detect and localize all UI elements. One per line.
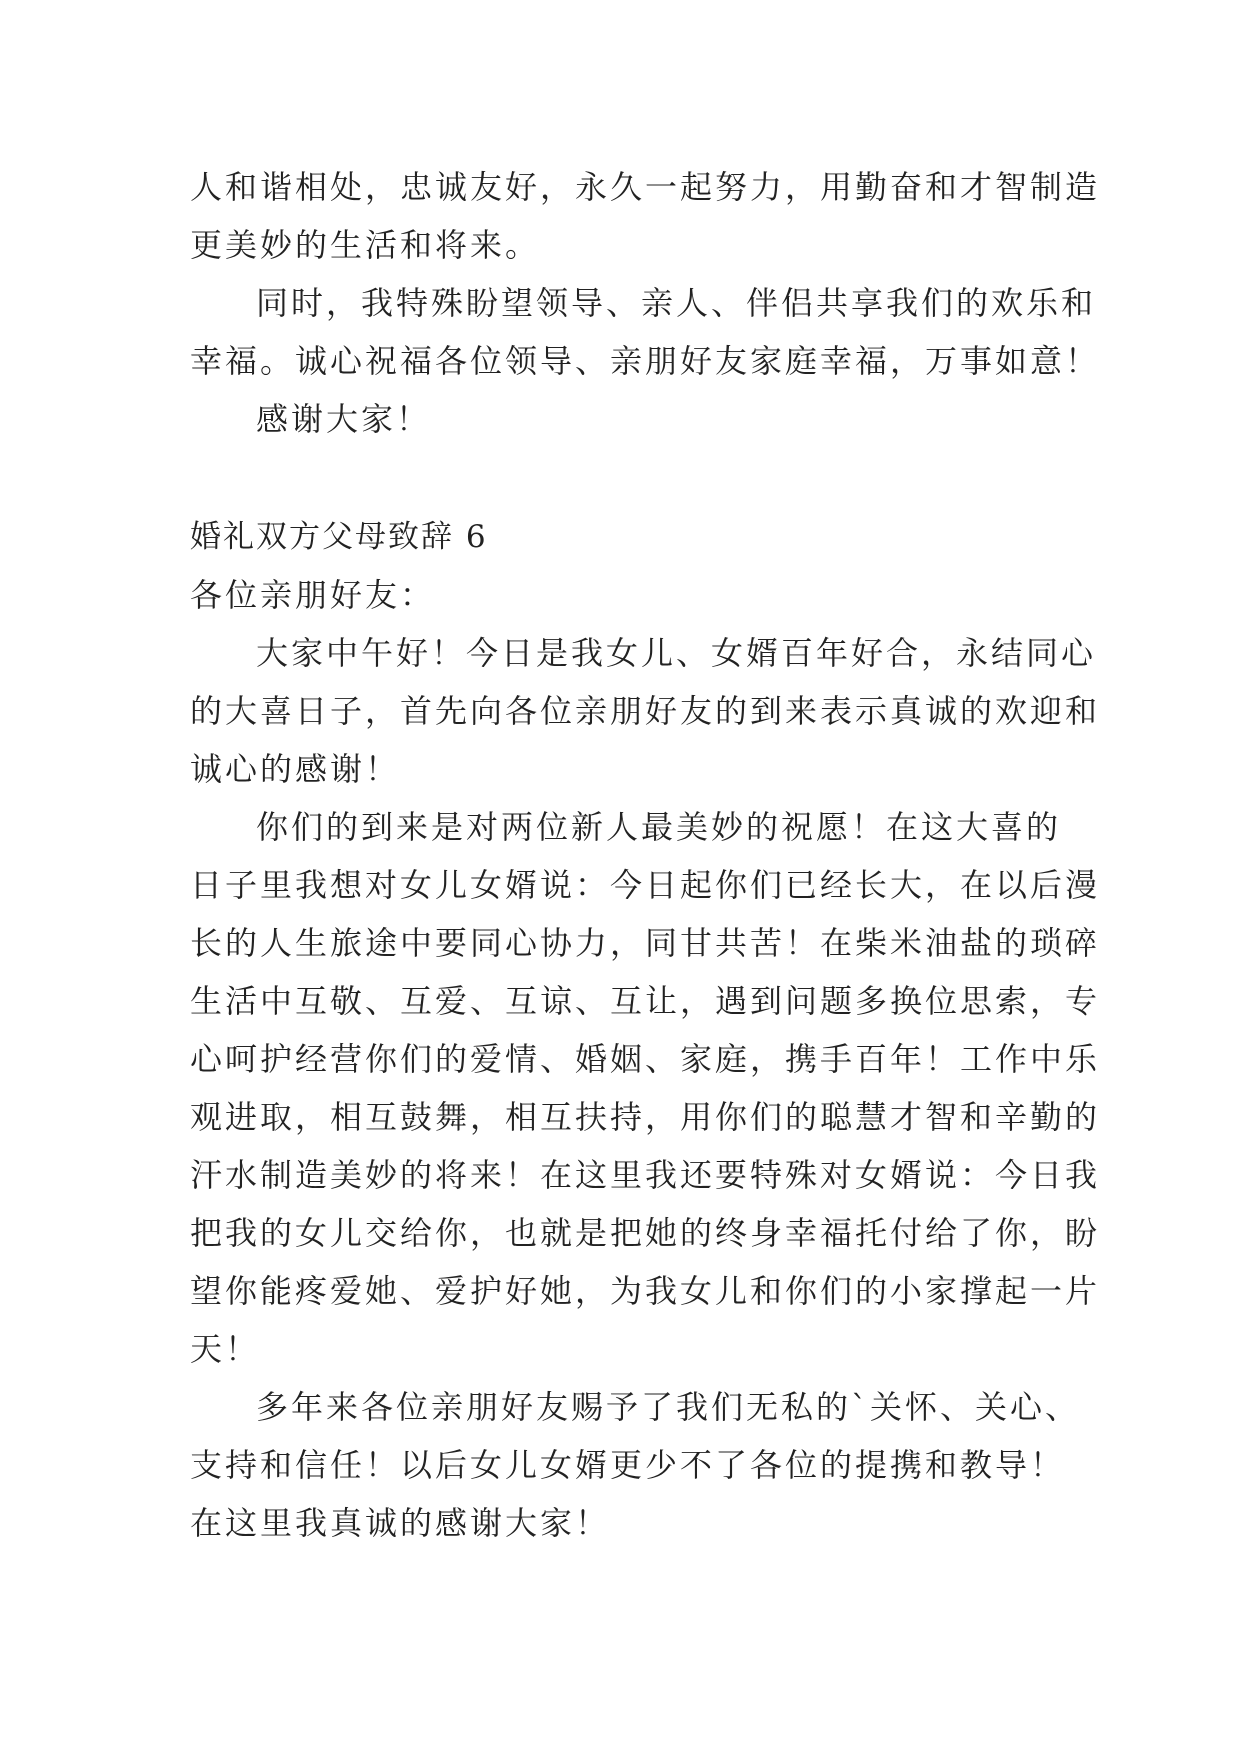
paragraph-line: 的大喜日子，首先向各位亲朋好友的到来表示真诚的欢迎和	[190, 692, 1101, 730]
paragraph-line: 汗水制造美妙的将来！在这里我还要特殊对女婿说：今日我	[190, 1156, 1101, 1194]
continuation-block	[190, 158, 1101, 448]
paragraph-line: 天！	[190, 1330, 261, 1368]
paragraph-line: 多年来各位亲朋好友赐予了我们无私的`关怀、关心、	[256, 1388, 1081, 1426]
paragraph-line: 心呵护经营你们的爱情、婚姻、家庭，携手百年！工作中乐	[190, 1040, 1101, 1078]
paragraph-line: 把我的女儿交给你，也就是把她的终身幸福托付给了你，盼	[190, 1214, 1101, 1252]
paragraph-line: 诚心的感谢！	[190, 750, 401, 788]
paragraph-line: 在这里我真诚的感谢大家！	[190, 1504, 611, 1542]
paragraph-line: 日子里我想对女儿女婿说：今日起你们已经长大，在以后漫	[190, 866, 1101, 904]
paragraph-line: 生活中互敬、互爱、互谅、互让，遇到问题多换位思索，专	[190, 982, 1101, 1020]
paragraph-line: 同时，我特殊盼望领导、亲人、伴侣共享我们的欢乐和	[256, 284, 1097, 322]
salutation: 各位亲朋好友：	[190, 576, 436, 614]
speech-section	[190, 508, 1101, 1552]
paragraph-line: 观进取，相互鼓舞，相互扶持，用你们的聪慧才智和辛勤的	[190, 1098, 1101, 1136]
paragraph-line: 长的人生旅途中要同心协力，同甘共苦！在柴米油盐的琐碎	[190, 924, 1101, 962]
paragraph-line: 大家中午好！今日是我女儿、女婿百年好合，永结同心	[256, 634, 1097, 672]
paragraph-line: 支持和信任！以后女儿女婿更少不了各位的提携和教导！	[190, 1446, 1066, 1484]
paragraph-line: 幸福。诚心祝福各位领导、亲朋好友家庭幸福，万事如意！	[190, 342, 1101, 380]
closing-line: 感谢大家！	[256, 400, 432, 438]
paragraph-line: 望你能疼爱她、爱护好她，为我女儿和你们的小家撑起一片	[190, 1272, 1101, 1310]
paragraph-line: 更美妙的生活和将来。	[190, 226, 541, 264]
section-title: 婚礼双方父母致辞 6	[190, 519, 488, 555]
paragraph-line: 人和谐相处，忠诚友好，永久一起努力，用勤奋和才智制造	[190, 168, 1101, 206]
paragraph-line: 你们的到来是对两位新人最美妙的祝愿！在这大喜的	[256, 808, 1062, 846]
